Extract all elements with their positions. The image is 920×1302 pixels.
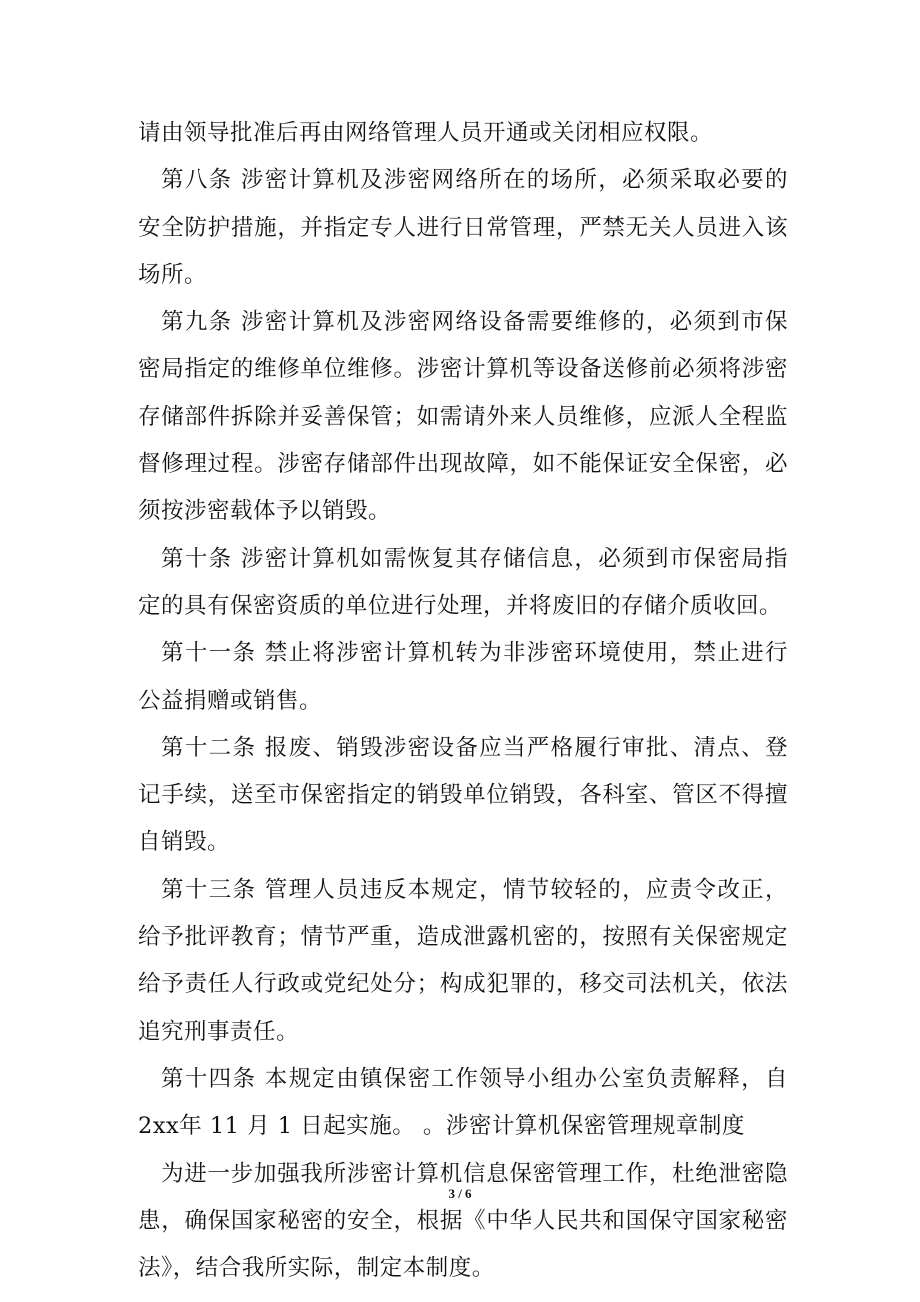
paragraph-article-9: 第九条 涉密计算机及涉密网络设备需要维修的，必须到市保密局指定的维修单位维修。涉密计算机等设备送修前必须将涉密存储部件拆除并妥善保管；如需请外来人员维修，应派人全程监督修理过程。涉密存储部件出现故障，如不能保证安全保密，必须按涉密载体予以销毁。	[138, 309, 788, 525]
paragraph-article-14: 第十四条 本规定由镇保密工作领导小组办公室负责解释，自 2xx年 11 月 1 日起实施。 。涉密计算机保密管理规章制度	[138, 1065, 788, 1140]
paragraph-article-8: 第八条 涉密计算机及涉密网络所在的场所，必须采取必要的安全防护措施，并指定专人进行日常管理，严禁无关人员进入该场所。	[138, 167, 788, 288]
paragraph-article-12: 第十二条 报废、销毁涉密设备应当严格履行审批、清点、登记手续，送至市保密指定的销毁单位销毁，各科室、管区不得擅自销毁。	[138, 734, 788, 856]
document-body	[138, 110, 788, 1292]
paragraph-article-10: 第十条 涉密计算机如需恢复其存储信息，必须到市保密局指定的具有保密资质的单位进行处理，并将废旧的存储介质收回。	[138, 545, 788, 619]
paragraph-article-13: 第十三条 管理人员违反本规定，情节较轻的，应责令改正，给予批评教育；情节严重，造成泄露机密的，按照有关保密规定给予责任人行政或党纪处分；构成犯罪的，移交司法机关，依法追究刑事责任。	[138, 876, 788, 1045]
paragraph-intro: 为进一步加强我所涉密计算机信息保密管理工作，杜绝泄密隐患，确保国家秘密的安全，根据《中华人民共和国保守国家秘密法》，结合我所实际，制定本制度。	[138, 1160, 788, 1282]
paragraph-article-11: 第十一条 禁止将涉密计算机转为非涉密环境使用，禁止进行公益捐赠或销售。	[138, 640, 788, 714]
page-number: 3 / 6	[448, 1186, 472, 1201]
paragraph-continuation: 请由领导批准后再由网络管理人员开通或关闭相应权限。	[138, 120, 714, 146]
